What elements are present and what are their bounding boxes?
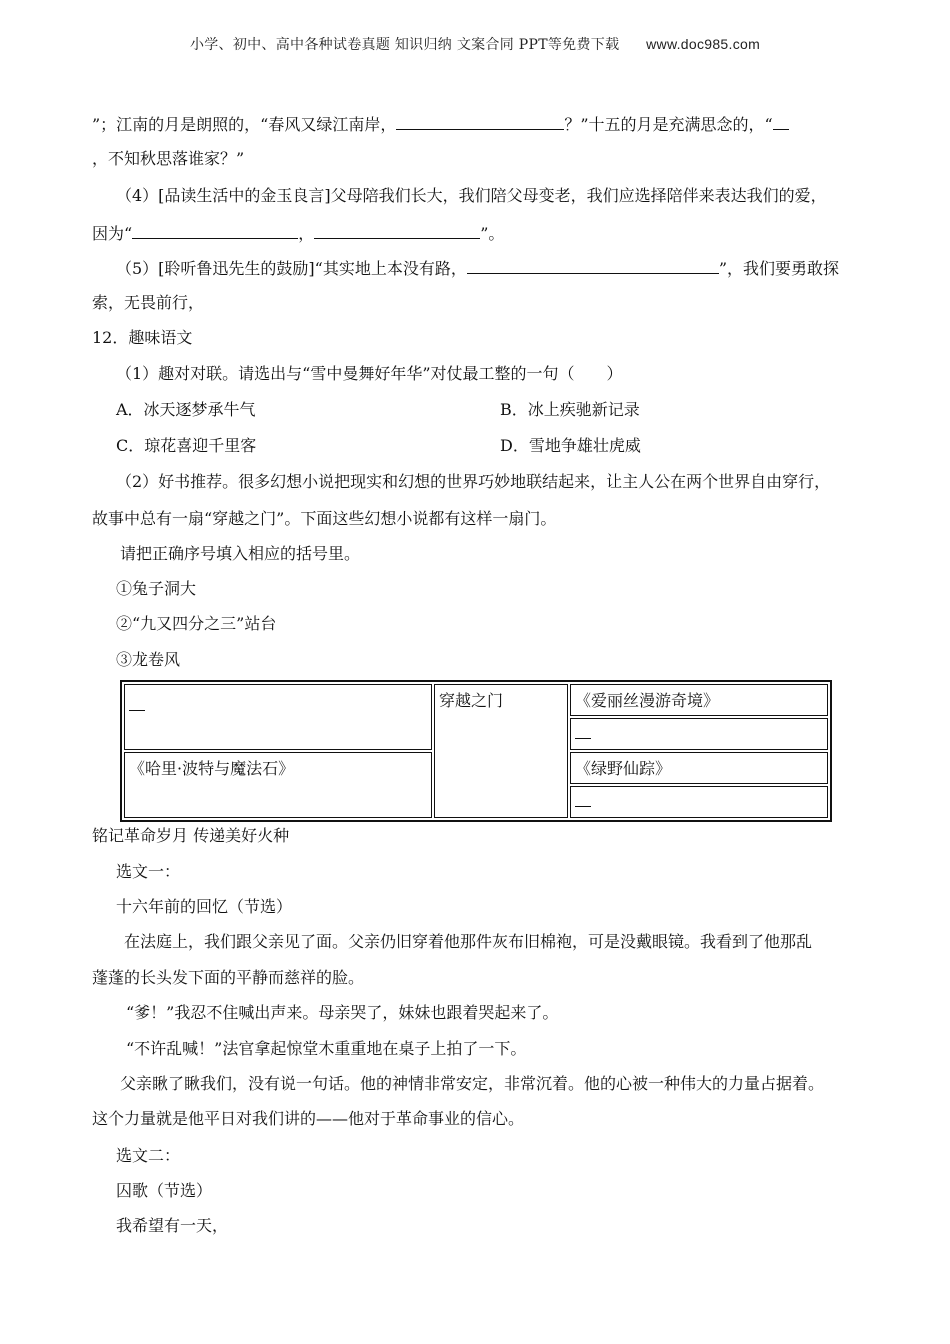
q12-title: 12．趣味语文: [92, 328, 193, 347]
header-text: 小学、初中、高中各种试卷真题 知识归纳 文案合同 PPT等免费下载: [189, 37, 620, 53]
q11-p5-line2: 索，无畏前行，: [92, 293, 205, 312]
option-a[interactable]: A．冰天逐梦承牛气: [116, 400, 256, 419]
table-cell-center: 穿越之门: [434, 684, 568, 818]
table-cell-book: 《哈里·波特与魔法石》: [124, 752, 432, 818]
blank-field[interactable]: [396, 113, 564, 130]
blank-field[interactable]: [575, 790, 591, 807]
blank-field[interactable]: [467, 257, 719, 274]
sel1-p4-line2: 这个力量就是他平日对我们讲的——他对于革命事业的信心。: [92, 1109, 525, 1128]
sel2-title: 囚歌（节选）: [116, 1181, 213, 1200]
blank-field[interactable]: [575, 722, 591, 739]
list-item-2: ②“九又四分之三”站台: [116, 614, 277, 633]
list-item-1: ①兔子洞大: [116, 579, 197, 598]
reading-title: 铭记革命岁月 传递美好火种: [92, 826, 290, 845]
table-cell-answer[interactable]: [124, 684, 432, 750]
blank-field[interactable]: [773, 113, 789, 130]
q11-line2: ，不知秋思落谁家？”: [92, 149, 245, 168]
q11-p5-line1: （5）[聆听鲁迅先生的鼓励]“其实地上本没有路， ”，我们要勇敢探: [116, 259, 840, 278]
q12-p2-line2: 故事中总有一扇“穿越之门”。下面这些幻想小说都有这样一扇门。: [92, 509, 557, 528]
sel1-p2: “爹！”我忍不住喊出声来。母亲哭了，妹妹也跟着哭起来了。: [126, 1003, 559, 1022]
sel1-p3: “不许乱喊！”法官拿起惊堂木重重地在桌子上拍了一下。: [126, 1039, 527, 1058]
header-site: www.doc985.com: [646, 36, 761, 52]
page-header: [0, 34, 950, 54]
q12-instruction: 请把正确序号填入相应的括号里。: [120, 544, 361, 563]
sel2-label: 选文二：: [116, 1146, 181, 1165]
blank-field[interactable]: [314, 222, 480, 239]
blank-field[interactable]: [129, 694, 145, 711]
sel1-p1-line2: 蓬蓬的长头发下面的平静而慈祥的脸。: [92, 968, 365, 987]
sel2-line1: 我希望有一天，: [116, 1216, 229, 1235]
sel1-p1-line1: 在法庭上，我们跟父亲见了面。父亲仍旧穿着他那件灰布旧棉袍，可是没戴眼镜。我看到了他那乱: [124, 932, 813, 951]
sel1-label: 选文一：: [116, 862, 181, 881]
q11-p4-line1: （4）[品读生活中的金玉良言]父母陪我们长大，我们陪父母变老，我们应选择陪伴来表达我们的爱，: [116, 186, 827, 205]
q11-p4-line2: 因为“ ， ”。: [92, 224, 505, 243]
table-cell-answer[interactable]: [570, 786, 828, 818]
option-d[interactable]: D．雪地争雄壮虎威: [500, 436, 641, 455]
q12-p1: （1）趣对对联。请选出与“雪中曼舞好年华”对仗最工整的一句（ ）: [116, 364, 623, 383]
list-item-3: ③龙卷风: [116, 650, 181, 669]
blank-field[interactable]: [132, 222, 298, 239]
table-cell-book: 《爱丽丝漫游奇境》: [570, 684, 828, 716]
table-cell-answer[interactable]: [570, 718, 828, 750]
option-c[interactable]: C．琼花喜迎千里客: [116, 436, 257, 455]
option-b[interactable]: B．冰上疾驰新记录: [500, 400, 640, 419]
q11-line1: ”；江南的月是朗照的，“春风又绿江南岸， ？”十五的月是充满思念的，“: [92, 113, 789, 135]
sel1-title: 十六年前的回忆（节选）: [116, 897, 293, 916]
q12-p2-line1: （2）好书推荐。很多幻想小说把现实和幻想的世界巧妙地联结起来，让主人公在两个世界自由穿行，: [116, 472, 831, 491]
sel1-p4-line1: 父亲瞅了瞅我们，没有说一句话。他的神情非常安定，非常沉着。他的心被一种伟大的力量占据着。: [120, 1074, 825, 1093]
portal-table: [120, 680, 832, 822]
table-cell-book: 《绿野仙踪》: [570, 752, 828, 784]
